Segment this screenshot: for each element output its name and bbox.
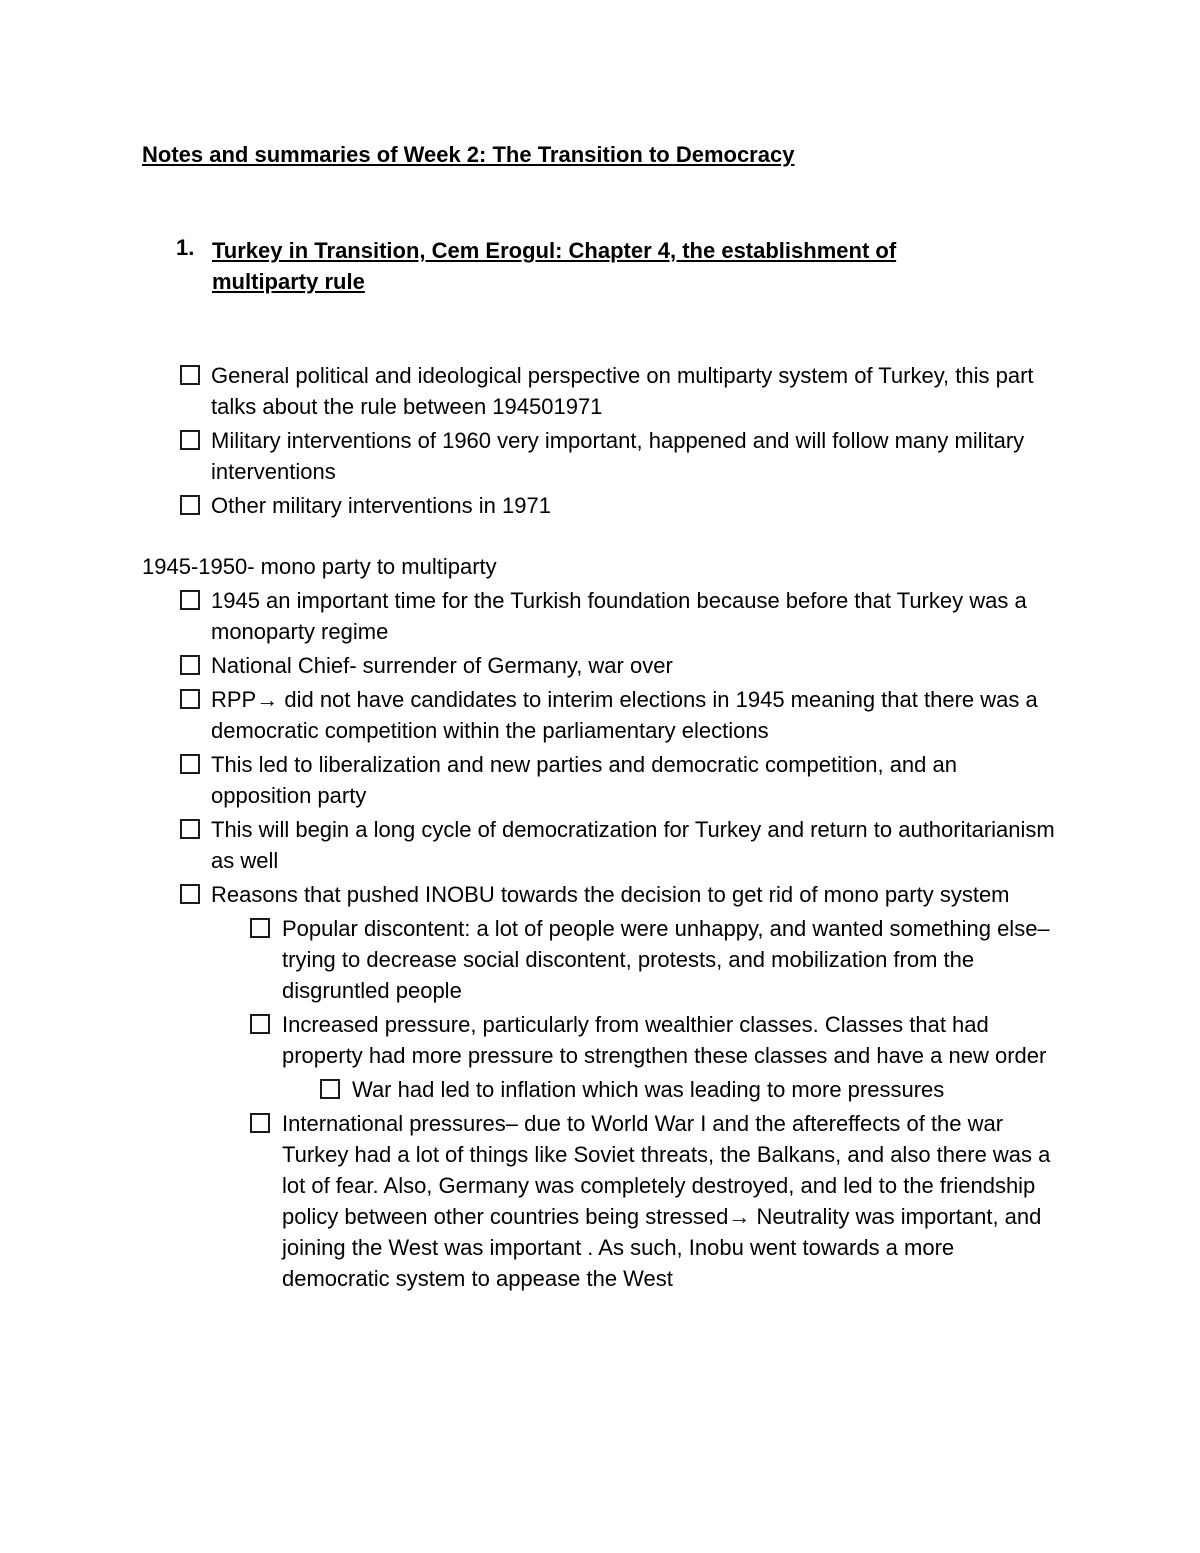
numbered-item-1 bbox=[176, 235, 996, 297]
document-title: Notes and summaries of Week 2: The Transition to Democracy bbox=[142, 142, 795, 167]
overview-list bbox=[0, 360, 1200, 524]
list-item: Increased pressure, particularly from wealthier classes. Classes that had property had more pressure to strengthen these classes and have a new order bbox=[250, 1009, 1200, 1071]
checkbox-icon[interactable] bbox=[250, 1113, 270, 1133]
checkbox-icon[interactable] bbox=[180, 884, 200, 904]
list-item: This will begin a long cycle of democratization for Turkey and return to authoritarianism as well bbox=[180, 814, 1200, 876]
list-item: 1945 an important time for the Turkish foundation because before that Turkey was a monoparty regime bbox=[180, 585, 1200, 647]
checkbox-icon[interactable] bbox=[320, 1079, 340, 1099]
list-item: National Chief- surrender of Germany, war over bbox=[180, 650, 1200, 681]
checkbox-icon[interactable] bbox=[180, 365, 200, 385]
checkbox-icon[interactable] bbox=[180, 590, 200, 610]
list-item: Reasons that pushed INOBU towards the decision to get rid of mono party system bbox=[180, 879, 1200, 910]
list-item: This led to liberalization and new parties and democratic competition, and an opposition party bbox=[180, 749, 1200, 811]
list-item: Popular discontent: a lot of people were unhappy, and wanted something else– trying to decrease social discontent, protests, and mobilization from the disgruntled people bbox=[250, 913, 1200, 1006]
checkbox-icon[interactable] bbox=[180, 754, 200, 774]
list-item: General political and ideological perspective on multiparty system of Turkey, this part talks about the rule between 194501971 bbox=[180, 360, 1200, 422]
checkbox-icon[interactable] bbox=[180, 819, 200, 839]
list-item: War had led to inflation which was leading to more pressures bbox=[320, 1074, 1200, 1105]
numbered-item-heading: Turkey in Transition, Cem Erogul: Chapter 4, the establishment of multiparty rule bbox=[212, 238, 897, 294]
numbered-item-number: 1. bbox=[176, 235, 195, 260]
section-list bbox=[0, 585, 1200, 1297]
checkbox-icon[interactable] bbox=[180, 689, 200, 709]
list-item: RPP→ did not have candidates to interim elections in 1945 meaning that there was a democratic competition within the parliamentary elections bbox=[180, 684, 1200, 746]
list-item: Other military interventions in 1971 bbox=[180, 490, 1200, 521]
section-heading: 1945-1950- mono party to multiparty bbox=[142, 554, 497, 579]
checkbox-icon[interactable] bbox=[180, 655, 200, 675]
list-item: Military interventions of 1960 very important, happened and will follow many military interventions bbox=[180, 425, 1200, 487]
checkbox-icon[interactable] bbox=[180, 430, 200, 450]
checkbox-icon[interactable] bbox=[180, 495, 200, 515]
checkbox-icon[interactable] bbox=[250, 918, 270, 938]
checkbox-icon[interactable] bbox=[250, 1014, 270, 1034]
list-item: International pressures– due to World War I and the aftereffects of the war Turkey had a lot of things like Soviet threats, the Balkans, and also there was a lot of fear. Also, Germany was completely destroyed, and led to the friendship policy between other countries being stressed→ Neutrality was important, and joining the West was important . As such, Inobu went towards a more democratic system to appease the West bbox=[250, 1108, 1200, 1294]
